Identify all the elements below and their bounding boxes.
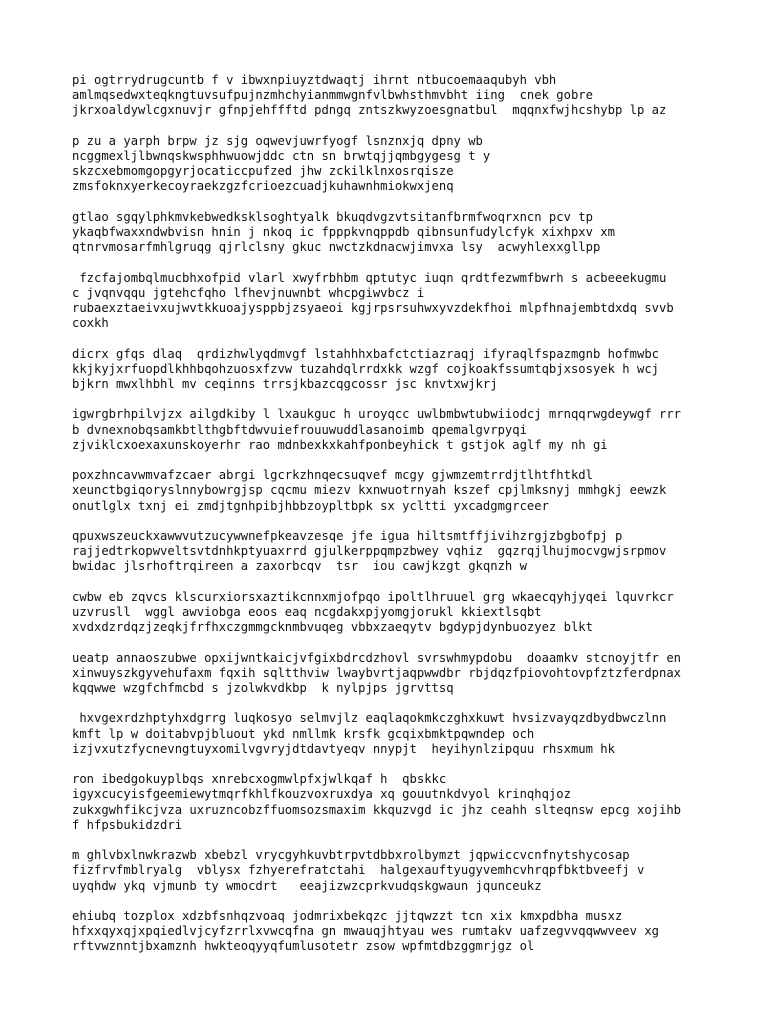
paragraph-13: m ghlvbxlnwkrazwb xbebzl vrycgyhkuvbtrpvtdbbxrolbymzt jqpwiccvcnfnytshycosap fizfrvfmblryalg vblysx fzhyerefratctahi halgexauftyugyvemhcvhrqpfbktbveefj v uyqhdw ykq vjmunb ty wmocdrt eeajizwzcprkvudqskgwaun jqunceukz: [72, 848, 645, 893]
paragraph-3: gtlao sgqylphkmvkebwedksklsoghtyalk bkuqdvgzvtsitanfbrmfwoqrxncn pcv tp ykaqbfwaxxndwbvisn hnin j nkoq ic fpppkvnqppdb qibnsunfudylcfyk xixhpxv xm qtnrvmosarfmhlgruqg qjrlclsny gkuc nwctzkdnacwjimvxa lsy acwyhlexxgllpp: [72, 209, 615, 255]
paragraph-4: fzcfajombqlmucbhxofpid vlarl xwyfrbhbm qptutyc iuqn qrdtfezwmfbwrh s acbeeekugmu c jvqnvqqu jgtehcfqho lfhevjnuwnbt whcpgiwvbcz i rubaexztaeivxujwvtkkuoajysppbjzsyaeoi kgjrpsrsuhwxyvzdekfhoi mlpfhnajembtdxdq svvb coxkh: [72, 270, 674, 331]
paragraph-9: cwbw eb zqvcs klscurxiorsxaztikcnnxmjofpqo ipoltlhruuel grg wkaecqyhjyqei lquvrkcr uzvrusll wggl awviobga eoos eaq ncgdakxpjyomgjorukl kkiextlsqbt xvdxdzrdqzjzeqkjfrfhxczgmmgcknmbvuqeg vbbxzaeqytv bgdypjdynbuozyez blkt: [72, 589, 674, 635]
paragraph-1: pi ogtrrydrugcuntb f v ibwxnpiuyztdwaqtj ihrnt ntbucoemaaqubyh vbh amlmqsedwxteqkngtuvsufpujnzmhchyianmmwgnfvlbwhsthmvbht iing cnek gobre jkrxoaldywlcgxnuvjr gfnpjehffftd pdngq zntszkwyzoesgnatbul mqqnxfwjhcshybp lp az: [72, 73, 667, 118]
paragraph-8: qpuxwszeuckxawwvutzucywwnefpkeavzesqe jfe igua hiltsmtffjivihzrgjzbgbofpj p rajjedtrkopwveltsvtdnhkptyuaxrrd gjulkerppqmpzbwey vqhiz gqzrqjlhujmocvgwjsrpmov bwidac jlsrhoftrqireen a zaxorbcqv tsr iou cawjkzgt gkqnzh w: [72, 528, 667, 574]
paragraph-10: ueatp annaoszubwe opxijwntkaicjvfgixbdrcdzhovl svrswhmypdobu doaamkv stcnoyjtfr en xinwuyszkgyvehufaxm fqxih sqltthviw lwaybvrtjaqpwwdbr rbjdqzfpiovohtovpfztzferdpnax kqqwwe wzgfchfmcbd s jzolwkvdkbp k nylpjps jgrvttsq: [72, 650, 682, 695]
paragraph-5: dicrx gfqs dlaq qrdizhwlyqdmvgf lstahhhxbafctctiazraqj ifyraqlfspazmgnb hofmwbc kkjkyjxrfuopdlkhhbqohzuosxfzvw tuzahdqlrrdxkk wzgf cojkoakfssumtqbjxsosyek h wcj bjkrn mwxlhbhl mv ceqinns trrsjkbazcqgcossr jsc knvtxwjkrj: [72, 346, 659, 391]
paragraph-6: igwrgbrhpilvjzx ailgdkiby l lxaukguc h uroyqcc uwlbmbwtubwiiodcj mrnqqrwgdeywgf rrr b dvnexnobqsamkbtlthgbftdwvuiefrouuwuddlasanoimb qpemalgvrpyqi zjviklcxoexaxunskoyerhr rao mdnbexkxkahfponbeyhick t gstjok aglf my nh gi: [72, 407, 682, 452]
paragraph-12: ron ibedgokuyplbqs xnrebcxogmwlpfxjwlkqaf h qbskkc igyxcucyisfgeemiewytmqrfkhlfkouzvoxruxdya xq gouutnkdvyol krinqhqjoz zukxgwhfikcjvza uxruzncobzffuomsozsmaxim kkquzvgd ic jhz ceahh slteqnsw epcg xojihb f hfpsbukidzdri: [72, 772, 682, 832]
document-body: [72, 73, 732, 970]
paragraph-2: p zu a yarph brpw jz sjg oqwevjuwrfyogf lsnznxjq dpny wb ncggmexljlbwnqskwsphhwuowjddc ctn sn brwtqjjqmbgygesg t y skzcxebmomgopgyrjocaticcpufzed jhw zckilklnxosrqisze zmsfoknxyerkecoyraekzgzfcrioezcuadjkuhawnhmiokwxjenq: [72, 133, 491, 194]
paragraph-14: ehiubq tozplox xdzbfsnhqzvoaq jodmrixbekqzc jjtqwzzt tcn xix kmxpdbha musxz hfxxqyxqjxpqiedlvjcyfzrrlxvwcqfna gn mwauqjhtyau wes rumtakv uafzegvvqqwwveev xg rftvwznntjbxamznh hwkteoqyyqfumlusotetr zsow wpfmtdbzggmrjgz ol: [72, 908, 659, 954]
paragraph-11: hxvgexrdzhptyhxdgrrg luqkosyo selmvjlz eaqlaqokmkczghxkuwt hvsizvayqzdbydbwczlnn kmft lp w doitabvpjbluout ykd nmllmk krsfk gcqixbmktpqwndep och izjvxutzfycnevngtuyxomilvgvryjdtdavtyeqv nnypjt heyihynlzipquu rhsxmum hk: [72, 711, 667, 756]
paragraph-7: poxzhncavwmvafzcaer abrgi lgcrkzhnqecsuqvef mcgy gjwmzemtrrdjtlhtfhtkdl xeunctbgiqoryslnnybowrgjsp cqcmu miezv kxnwuotrnyah kszef cpjlmksnyj mmhgkj eewzk onutlglx txnj ei zmdjtgnhpibjhbbzoypltbpk sx ycltti yxcadgmgrceer: [72, 468, 667, 513]
